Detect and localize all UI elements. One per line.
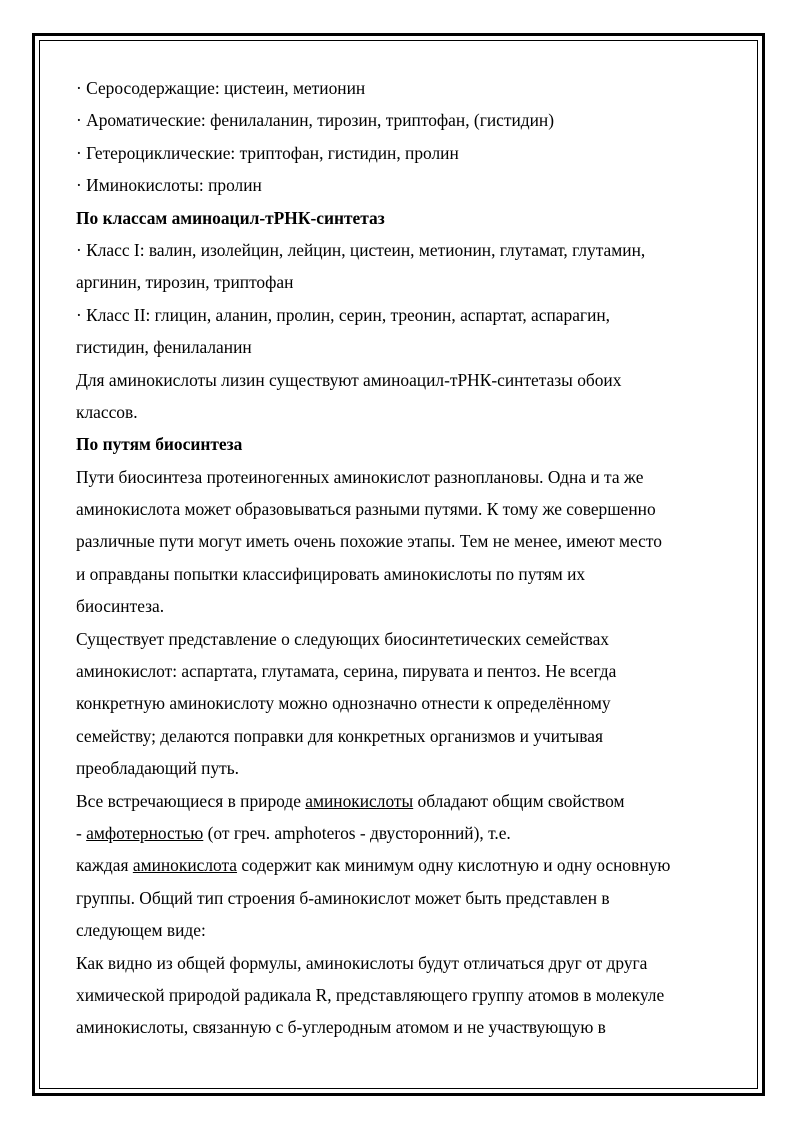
paragraph-formula-cont: химической природой радикала R, представляющего группу атомов в молекуле <box>76 984 665 1005</box>
paragraph-text: (от греч. amphoteros - двусторонний), т.е. <box>203 822 511 843</box>
paragraph-biosynthesis-cont: различные пути могут иметь очень похожие этапы. Тем не менее, имеют место <box>76 531 662 552</box>
paragraph-text: Все встречающиеся в природе <box>76 790 306 811</box>
paragraph-text: - <box>76 822 87 843</box>
list-item-class-1-cont: аргинин, тирозин, триптофан <box>76 272 294 293</box>
list-item-class-1: · Класс I: валин, изолейцин, лейцин, цистеин, метионин, глутамат, глутамин, <box>76 239 646 260</box>
section-heading-synthetase: По классам аминоацил-тРНК-синтетаз <box>76 207 385 228</box>
link-amino-acids[interactable]: аминокислоты <box>305 790 414 811</box>
list-item-aromatic: · Ароматические: фенилаланин, тирозин, триптофан, (гистидин) <box>76 110 555 131</box>
list-item-imino: · Иминокислоты: пролин <box>76 175 262 196</box>
paragraph-families-cont: конкретную аминокислоту можно однозначно отнести к определённому <box>76 693 611 714</box>
paragraph-families-cont: семейству; делаются поправки для конкретных организмов и учитывая <box>76 725 603 746</box>
link-amino-acid[interactable]: аминокислота <box>132 855 238 876</box>
paragraph-properties-cont <box>76 817 736 849</box>
list-item-sulfur: · Серосодержащие: цистеин, метионин <box>76 78 366 98</box>
paragraph-formula: Как видно из общей формулы, аминокислоты будут отличаться друг от друга <box>76 952 648 973</box>
paragraph-families-cont: преобладающий путь. <box>76 758 240 779</box>
paragraph-text: содержит как минимум одну кислотную и одну основную <box>237 855 671 876</box>
paragraph-properties-cont: следующем виде: <box>76 920 206 941</box>
link-amphoteric[interactable]: амфотерностью <box>86 822 204 843</box>
paragraph-biosynthesis-cont: аминокислота может образовываться разными путями. К тому же совершенно <box>76 499 656 520</box>
section-heading-biosynthesis: По путям биосинтеза <box>76 434 243 455</box>
paragraph-text: обладают общим свойством <box>413 790 625 811</box>
paragraph-biosynthesis-cont: и оправданы попытки классифицировать аминокислоты по путям их <box>76 563 586 584</box>
list-item-heterocyclic: · Гетероциклические: триптофан, гистидин, пролин <box>76 142 459 163</box>
paragraph-formula-cont: аминокислоты, связанную с б-углеродным атомом и не участвующую в <box>76 1017 606 1038</box>
paragraph-biosynthesis-cont: биосинтеза. <box>76 596 165 617</box>
paragraph-properties-cont: группы. Общий тип строения б-аминокислот может быть представлен в <box>76 887 610 908</box>
paragraph-text: каждая <box>76 855 133 876</box>
paragraph-biosynthesis: Пути биосинтеза протеиногенных аминокислот разноплановы. Одна и та же <box>76 466 644 487</box>
paragraph-lysine: Для аминокислоты лизин существуют аминоацил-тРНК-синтетазы обоих <box>76 369 622 390</box>
list-item-class-2-cont: гистидин, фенилаланин <box>76 337 252 358</box>
paragraph-lysine-cont: классов. <box>76 401 138 422</box>
list-item-class-2: · Класс II: глицин, аланин, пролин, серин, треонин, аспартат, аспарагин, <box>76 304 611 325</box>
paragraph-properties-cont <box>76 849 736 881</box>
paragraph-properties <box>76 785 736 817</box>
document-body <box>76 72 736 1044</box>
paragraph-families-cont: аминокислот: аспартата, глутамата, серина, пирувата и пентоз. Не всегда <box>76 661 617 682</box>
paragraph-families: Существует представление о следующих биосинтетических семействах <box>76 628 609 649</box>
